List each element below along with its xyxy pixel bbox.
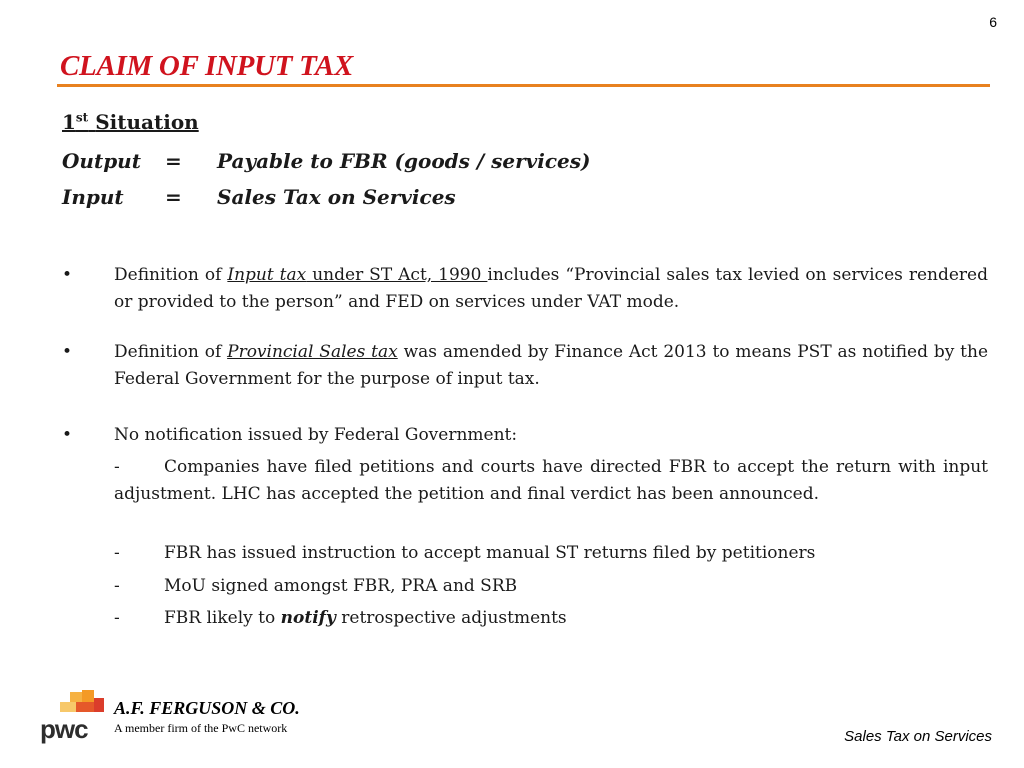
bullet-marker: •: [62, 425, 73, 445]
bullet-text: No notification issued by Federal Government:: [114, 425, 518, 445]
sub-item-marker: -: [114, 457, 120, 477]
firm-tagline: A member firm of the PwC network: [114, 721, 288, 735]
situation-suffix: st: [75, 110, 89, 125]
term-act-reference: under ST Act, 1990: [306, 265, 488, 285]
sub-item-notify: [114, 605, 988, 632]
bullet-text: includes “Provincial sales tax levied on services rendered or provided to the person” and FED on services under VAT mode.: [114, 265, 988, 312]
bullet-text: was amended by Finance Act 2013 to means PST as notified by the Federal Government for the purpose of input tax.: [114, 342, 989, 389]
equation-lhs: Output: [62, 149, 141, 173]
pwc-logo-wordmark: pwc: [40, 714, 88, 744]
sub-item-marker: -: [114, 608, 120, 628]
bullet-text: Definition of: [114, 265, 228, 285]
sub-item-marker: -: [114, 543, 120, 563]
emphasis-notify: notify: [280, 608, 336, 628]
bullet-input-tax-definition: [62, 262, 988, 316]
bullet-marker: •: [62, 265, 73, 285]
sub-item-text: Companies have filed petitions and courts have directed FBR to accept the return with input adjustment. LHC has accepted the petition and final verdict has been announced.: [114, 457, 988, 504]
slide-title: CLAIM OF INPUT TAX: [60, 50, 353, 82]
sub-item-text: retrospective adjustments: [335, 608, 567, 628]
bullet-pst-definition: [62, 339, 988, 393]
title-divider: [57, 84, 990, 87]
sub-item-text: MoU signed amongst FBR, PRA and SRB: [164, 576, 518, 596]
equation-sign: =: [165, 185, 182, 209]
situation-label: Situation: [95, 110, 199, 134]
term-provincial-sales-tax: Provincial Sales tax: [227, 342, 398, 362]
sub-item-text: FBR likely to: [164, 608, 281, 628]
sub-item-marker: -: [114, 576, 120, 596]
page-number: 6: [989, 14, 997, 30]
sub-item-petitions: [114, 454, 988, 508]
situation-heading: [62, 110, 199, 134]
firm-name: A.F. FERGUSON & CO.: [114, 698, 300, 718]
bullet-text: Definition of: [114, 342, 228, 362]
situation-ordinal: 1: [62, 110, 76, 134]
sub-item-mou: [114, 573, 988, 600]
bullet-no-notification: [62, 422, 988, 449]
equation-rhs: Payable to FBR (goods / services): [217, 149, 591, 173]
term-input-tax: Input tax: [227, 265, 307, 285]
presentation-title: Sales Tax on Services: [844, 728, 992, 745]
sub-item-text: FBR has issued instruction to accept manual ST returns filed by petitioners: [164, 543, 816, 563]
sub-item-manual-returns: [114, 540, 988, 567]
bullet-marker: •: [62, 342, 73, 362]
equation-rhs: Sales Tax on Services: [217, 185, 456, 209]
equation-lhs: Input: [62, 185, 124, 209]
equation-sign: =: [165, 149, 182, 173]
